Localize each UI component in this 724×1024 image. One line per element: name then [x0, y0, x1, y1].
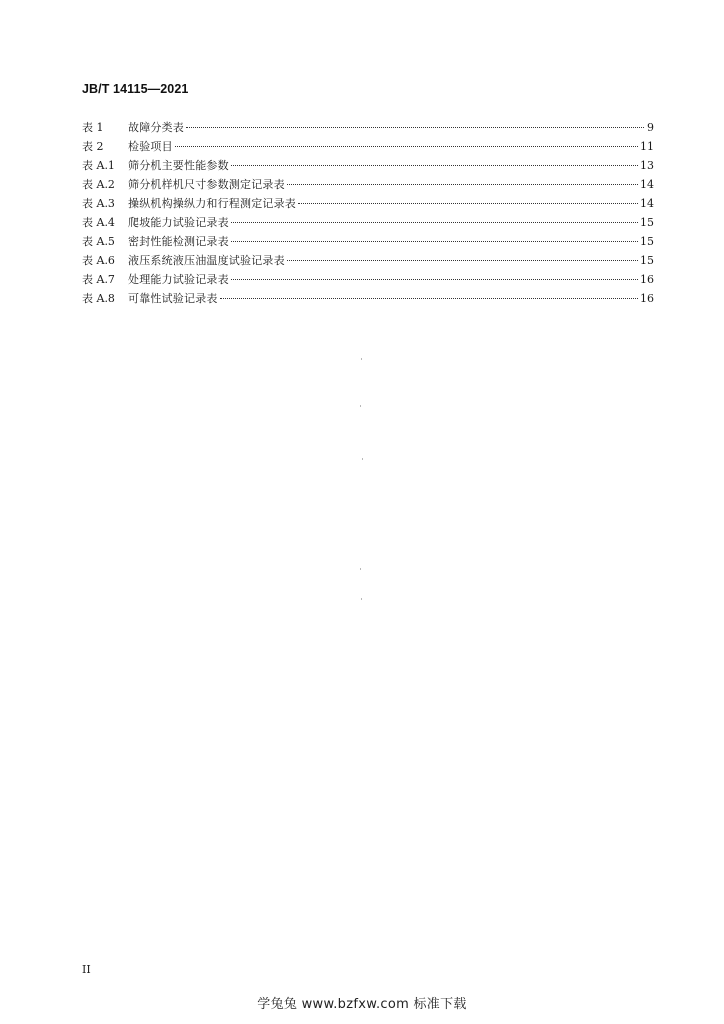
- toc-entry[interactable]: [82, 137, 654, 156]
- toc-entry-title: 检验项目: [128, 140, 173, 153]
- dot-leader: [231, 241, 638, 242]
- toc-entry-page: 9: [647, 121, 654, 134]
- toc-entry-title: 处理能力试验记录表: [128, 273, 229, 286]
- toc-entry-number: 表 A.5: [82, 235, 115, 248]
- scan-speck: [360, 568, 361, 570]
- toc-entry-page: 15: [640, 254, 654, 267]
- toc-entry-number: 表 2: [82, 140, 104, 153]
- toc-entry[interactable]: [82, 251, 654, 270]
- toc-entry[interactable]: [82, 289, 654, 308]
- toc-entry-page: 15: [640, 235, 654, 248]
- toc-entry[interactable]: [82, 213, 654, 232]
- toc-entry-page: 16: [640, 292, 654, 305]
- toc-entry-number: 表 A.4: [82, 216, 115, 229]
- dot-leader: [175, 146, 638, 147]
- toc-entry-number: 表 A.8: [82, 292, 115, 305]
- toc-entry-title: 液压系统液压油温度试验记录表: [128, 254, 285, 267]
- toc-entry-page: 14: [640, 197, 654, 210]
- dot-leader: [220, 298, 638, 299]
- toc-entry-title: 操纵机构操纵力和行程测定记录表: [128, 197, 296, 210]
- dot-leader: [231, 279, 638, 280]
- toc-entry-number: 表 A.6: [82, 254, 115, 267]
- toc-entry[interactable]: [82, 156, 654, 175]
- toc-entry-number: 表 A.3: [82, 197, 115, 210]
- toc-entry-page: 13: [640, 159, 654, 172]
- toc-entry-page: 14: [640, 178, 654, 191]
- toc-entry-number: 表 1: [82, 121, 104, 134]
- toc-entry-title: 爬坡能力试验记录表: [128, 216, 229, 229]
- dot-leader: [298, 203, 638, 204]
- toc-entry[interactable]: [82, 118, 654, 137]
- toc-entry-title: 密封性能检测记录表: [128, 235, 229, 248]
- toc-entry[interactable]: [82, 175, 654, 194]
- dot-leader: [231, 165, 638, 166]
- toc-entry[interactable]: [82, 194, 654, 213]
- dot-leader: [287, 260, 638, 261]
- dot-leader: [231, 222, 638, 223]
- toc-entry-page: 16: [640, 273, 654, 286]
- scan-speck: [362, 458, 363, 460]
- scan-speck: [361, 598, 362, 600]
- toc-entry-number: 表 A.1: [82, 159, 115, 172]
- dot-leader: [287, 184, 638, 185]
- toc-entry-page: 15: [640, 216, 654, 229]
- toc-entry-number: 表 A.7: [82, 273, 115, 286]
- toc-entry-number: 表 A.2: [82, 178, 115, 191]
- toc-entry-title: 筛分机样机尺寸参数测定记录表: [128, 178, 285, 191]
- dot-leader: [186, 127, 644, 128]
- toc-entry[interactable]: [82, 270, 654, 289]
- toc-entry-page: 11: [640, 140, 654, 153]
- toc-entry-title: 筛分机主要性能参数: [128, 159, 229, 172]
- watermark-text: 学兔兔 www.bzfxw.com 标准下载: [257, 997, 467, 1012]
- toc-entry-title: 故障分类表: [128, 121, 184, 134]
- scan-speck: [360, 405, 361, 407]
- table-of-tables: [82, 118, 654, 308]
- scan-speck: [361, 358, 362, 360]
- toc-entry[interactable]: [82, 232, 654, 251]
- page-number: II: [82, 963, 91, 976]
- toc-entry-title: 可靠性试验记录表: [128, 292, 218, 305]
- document-code: JB/T 14115—2021: [82, 82, 189, 96]
